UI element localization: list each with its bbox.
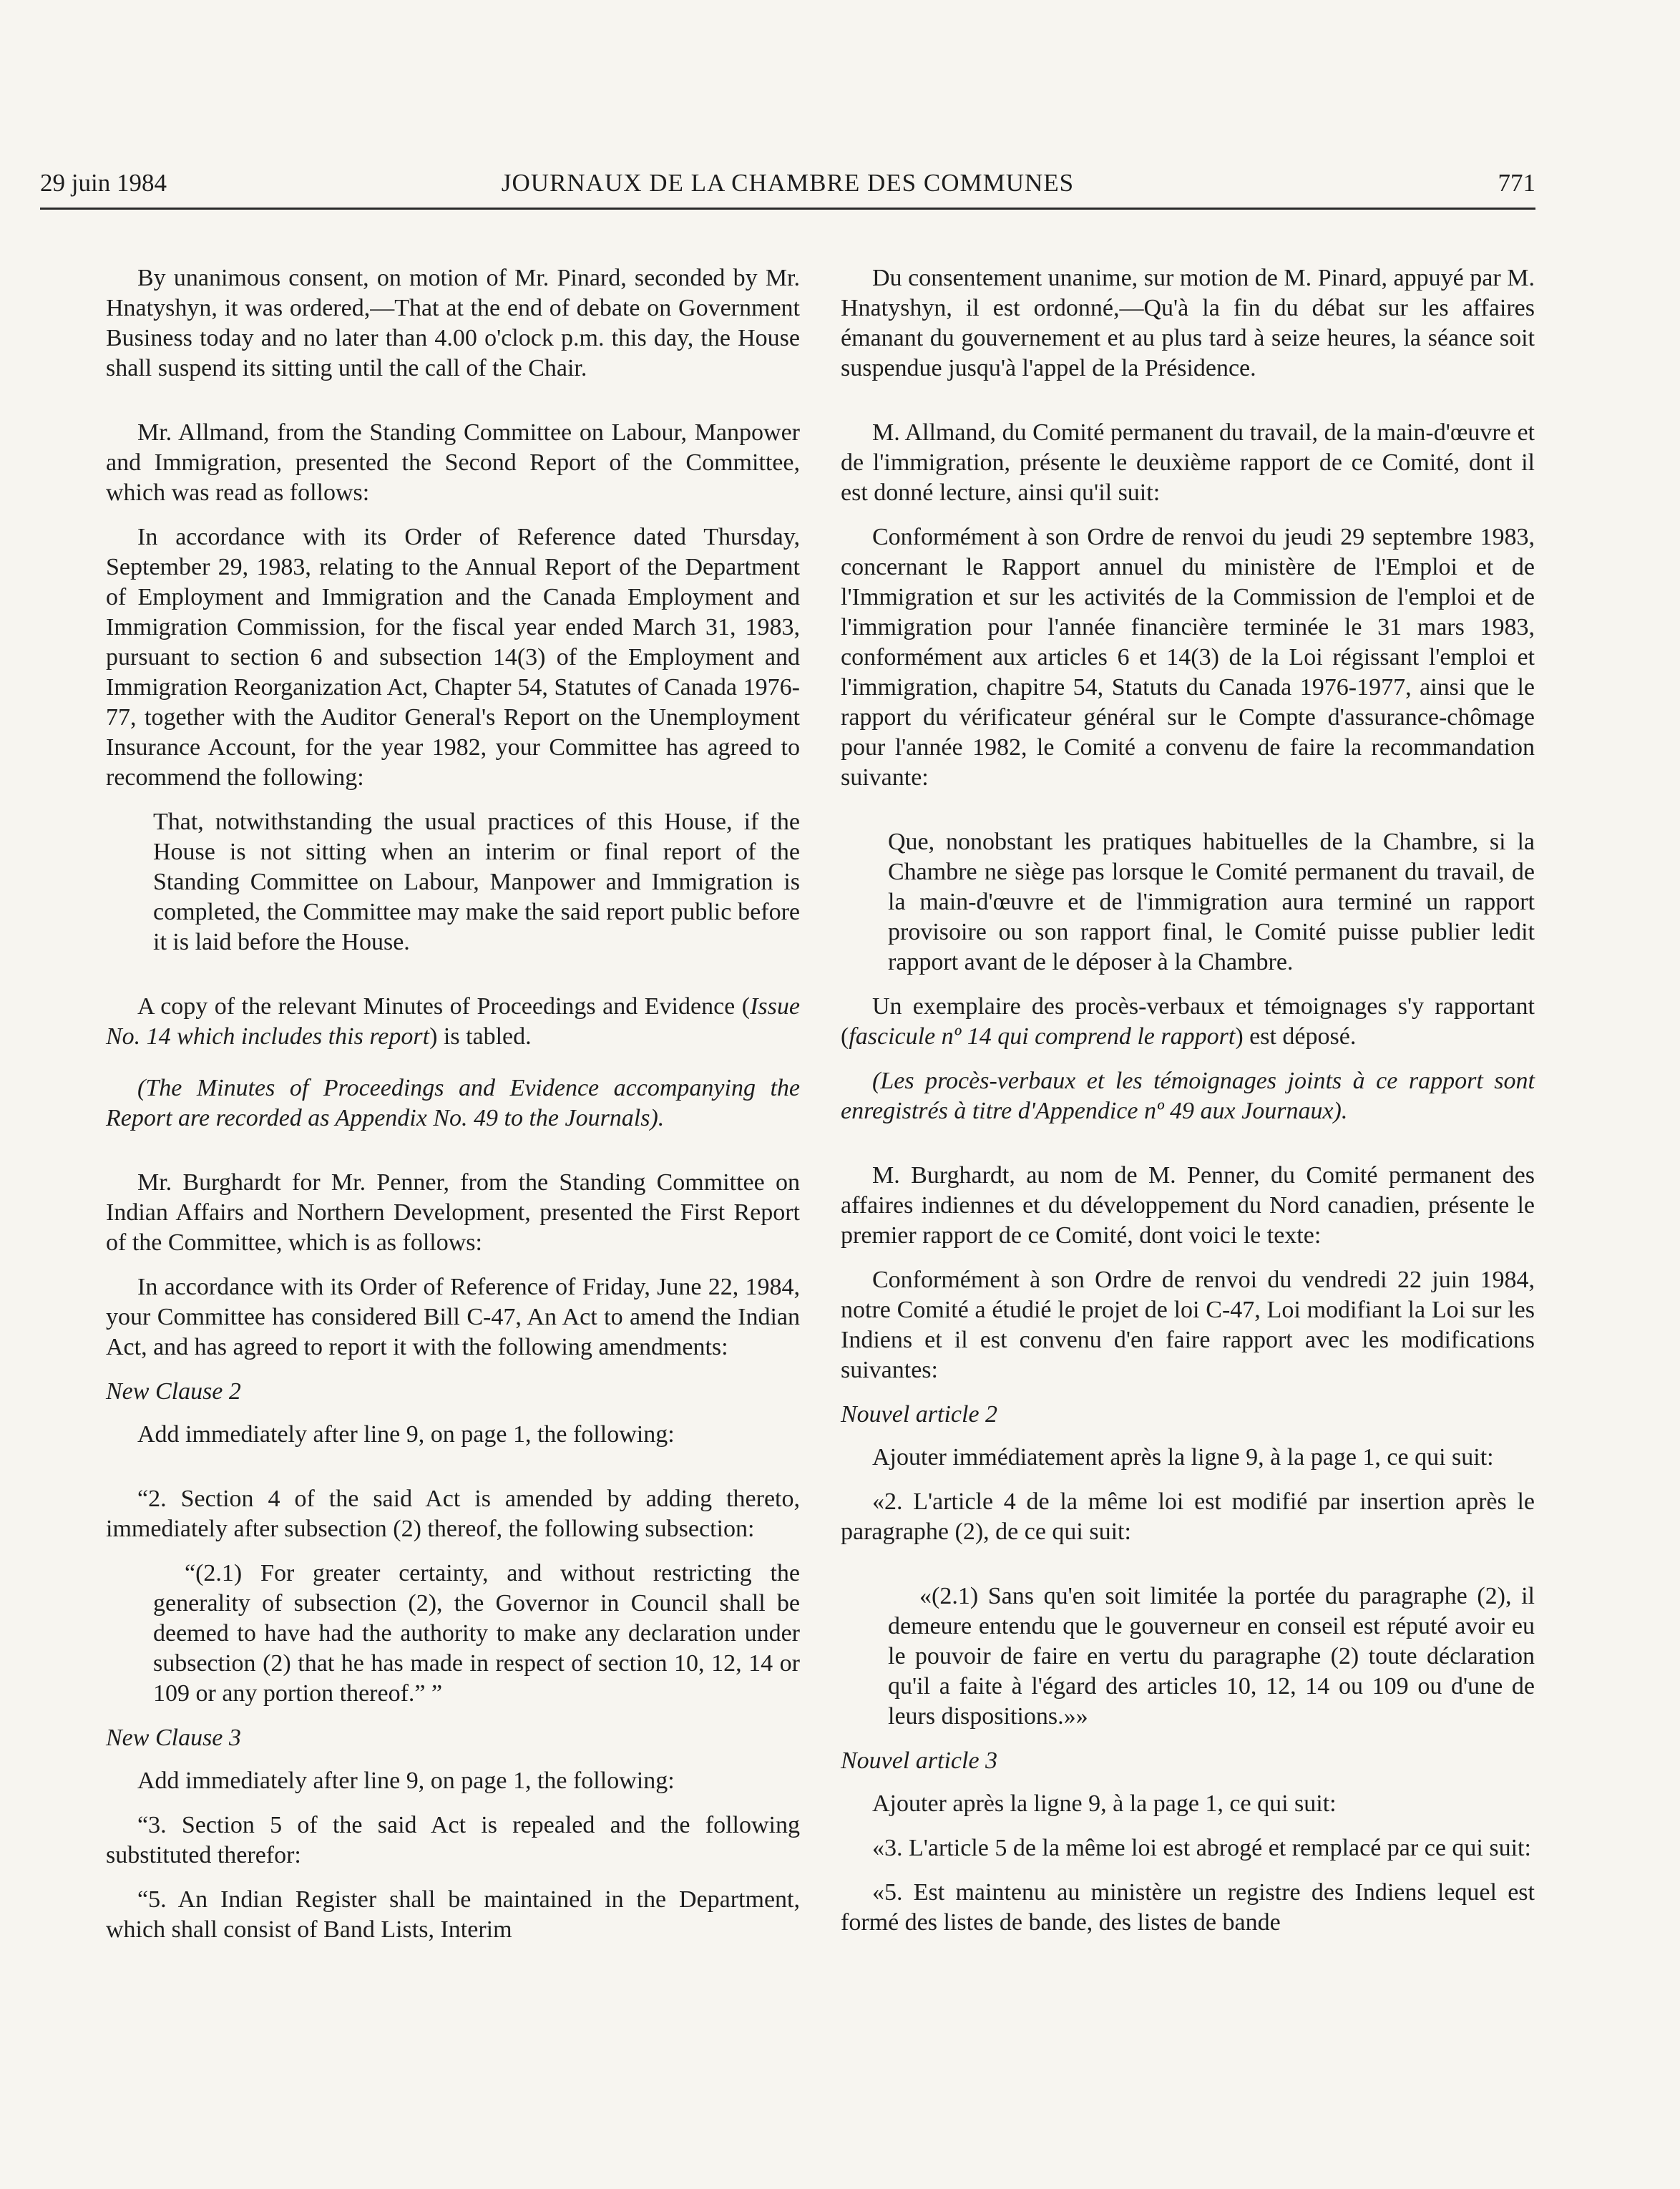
en-paragraph-appendix: (The Minutes of Proceedings and Evidence accompanying the Report are recorded as Appendix No. 49 to the Journals).	[106, 1075, 800, 1131]
en-heading-clause-3: New Clause 3	[106, 1725, 241, 1751]
page-header	[40, 156, 1535, 210]
en-paragraph-reference: In accordance with its Order of Reference dated Thursday, September 29, 1983, relating to the Annual Report of the Department of Employment and Immigration and the Canada Employment and Immigration Commission, for the fiscal year ended March 31, 1983, pursuant to section 6 and subsection 14(3) of the Employment and Immigration Reorganization Act, Chapter 54, Statutes of Canada 1976-77, together with the Auditor General's Report on the Unemployment Insurance Account, for the year 1982, your Committee has agreed to recommend the following:	[106, 524, 800, 791]
en-paragraph-add-2: Add immediately after line 9, on page 1, the following:	[137, 1768, 675, 1794]
fr-heading-article-2: Nouvel article 2	[841, 1401, 998, 1428]
fr-paragraph-appendice: (Les procès-verbaux et les témoignages joints à ce rapport sont enregistrés à titre d'Appendice nº 49 aux Journaux).	[841, 1068, 1535, 1124]
fr-paragraph-ajouter-1: Ajouter immédiatement après la ligne 9, à la page 1, ce qui suit:	[872, 1444, 1494, 1471]
fr-paragraph-exemplaire: Un exemplaire des procès-verbaux et témoignages s'y rapportant (fascicule nº 14 qui comprend le rapport) est déposé.	[841, 993, 1535, 1050]
en-paragraph-burghardt: Mr. Burghardt for Mr. Penner, from the Standing Committee on Indian Affairs and Northern Development, presented the First Report of the Committee, which is as follows:	[106, 1169, 800, 1256]
fr-paragraph-renvoi: Conformément à son Ordre de renvoi du jeudi 29 septembre 1983, concernant le Rapport annuel du ministère de l'Emploi et de l'Immigration et sur les activités de la Commission de l'emploi et de l'immigration pour l'année financière terminée le 31 mars 1983, conformément aux articles 6 et 14(3) de la Loi régissant l'emploi et l'immigration, chapitre 54, Statuts du Canada 1976-1977, ainsi que le rapport du vérificateur général sur le Compte d'assurance-chômage pour l'année 1982, le Comité a convenu de faire la recommandation suivante:	[841, 524, 1535, 791]
en-paragraph-indian-register: “5. An Indian Register shall be maintained in the Department, which shall consist of Band Lists, Interim	[106, 1886, 800, 1943]
fr-paragraph-paragraphe-2-1: «(2.1) Sans qu'en soit limitée la portée du paragraphe (2), il demeure entendu que le gouverneur en conseil est réputé avoir eu le pouvoir de faire en vertu du paragraphe (2) toute déclaration qu'il a faite à l'égard des articles 10, 12, 14 ou 109 ou d'une de leurs dispositions.»»	[888, 1583, 1535, 1730]
page-number: 771	[1498, 169, 1535, 197]
fr-paragraph-article-4: «2. L'article 4 de la même loi est modifié par insertion après le paragraphe (2), de ce qui suit:	[841, 1488, 1535, 1545]
fr-paragraph-consentement: Du consentement unanime, sur motion de M. Pinard, appuyé par M. Hnatyshyn, il est ordonné,—Qu'à la fin du débat sur les affaires émanant du gouvernement et au plus tard à seize heures, la séance soit suspendue jusqu'à l'appel de la Présidence.	[841, 265, 1535, 381]
header-title: JOURNAUX DE LA CHAMBRE DES COMMUNES	[501, 169, 1075, 197]
header-date: 29 juin 1984	[40, 169, 167, 197]
en-paragraph-subsection-2-1: “(2.1) For greater certainty, and without restricting the generality of subsection (2), the Governor in Council shall be deemed to have had the authority to make any declaration under subsection (2) that he has made in respect of section 10, 12, 14 or 109 or any portion thereof.” ”	[153, 1560, 800, 1707]
fr-paragraph-article-5: «3. L'article 5 de la même loi est abrogé et remplacé par ce qui suit:	[872, 1835, 1531, 1861]
fr-heading-article-3: Nouvel article 3	[841, 1747, 998, 1774]
fr-paragraph-recommandation: Que, nonobstant les pratiques habituelles de la Chambre, si la Chambre ne siège pas lorsque le Comité permanent du travail, de la main-d'œuvre et de l'immigration aura terminé un rapport provisoire ou son rapport final, le Comité puisse publier ledit rapport avant de le déposer à la Chambre.	[888, 829, 1535, 975]
en-paragraph-bill: In accordance with its Order of Reference of Friday, June 22, 1984, your Committee has considered Bill C-47, An Act to amend the Indian Act, and has agreed to report it with the following amendments:	[106, 1274, 800, 1360]
fr-paragraph-projet-de-loi: Conformément à son Ordre de renvoi du vendredi 22 juin 1984, notre Comité a étudié le projet de loi C-47, Loi modifiant la Loi sur les Indiens et il est convenu d'en faire rapport avec les modifications suivantes:	[841, 1267, 1535, 1383]
fr-paragraph-registre: «5. Est maintenu au ministère un registre des Indiens lequel est formé des listes de bande, des listes de bande	[841, 1879, 1535, 1936]
en-heading-clause-2: New Clause 2	[106, 1378, 241, 1405]
fr-paragraph-allmand: M. Allmand, du Comité permanent du travail, de la main-d'œuvre et de l'immigration, présente le deuxième rapport de ce Comité, dont il est donné lecture, ainsi qu'il suit:	[841, 419, 1535, 506]
fr-paragraph-ajouter-2: Ajouter après la ligne 9, à la page 1, ce qui suit:	[872, 1790, 1337, 1817]
fr-paragraph-burghardt: M. Burghardt, au nom de M. Penner, du Comité permanent des affaires indiennes et du développement du Nord canadien, présente le premier rapport de ce Comité, dont voici le texte:	[841, 1162, 1535, 1249]
en-paragraph-section-5: “3. Section 5 of the said Act is repealed and the following substituted therefor:	[106, 1812, 800, 1868]
english-column	[106, 263, 800, 1959]
en-paragraph-section-4: “2. Section 4 of the said Act is amended by adding thereto, immediately after subsection (2) thereof, the following subsection:	[106, 1486, 800, 1542]
en-paragraph-allmand: Mr. Allmand, from the Standing Committee on Labour, Manpower and Immigration, presented the Second Report of the Committee, which was read as follows:	[106, 419, 800, 506]
french-column	[841, 263, 1535, 1952]
en-paragraph-consent: By unanimous consent, on motion of Mr. Pinard, seconded by Mr. Hnatyshyn, it was ordered,—That at the end of debate on Government Business today and no later than 4.00 o'clock p.m. this day, the House shall suspend its sitting until the call of the Chair.	[106, 265, 800, 381]
en-paragraph-copy: A copy of the relevant Minutes of Proceedings and Evidence (Issue No. 14 which includes this report) is tabled.	[106, 993, 800, 1050]
en-paragraph-recommendation: That, notwithstanding the usual practices of this House, if the House is not sitting when an interim or final report of the Standing Committee on Labour, Manpower and Immigration is completed, the Committee may make the said report public before it is laid before the House.	[153, 809, 800, 955]
en-paragraph-add-1: Add immediately after line 9, on page 1, the following:	[137, 1421, 675, 1448]
